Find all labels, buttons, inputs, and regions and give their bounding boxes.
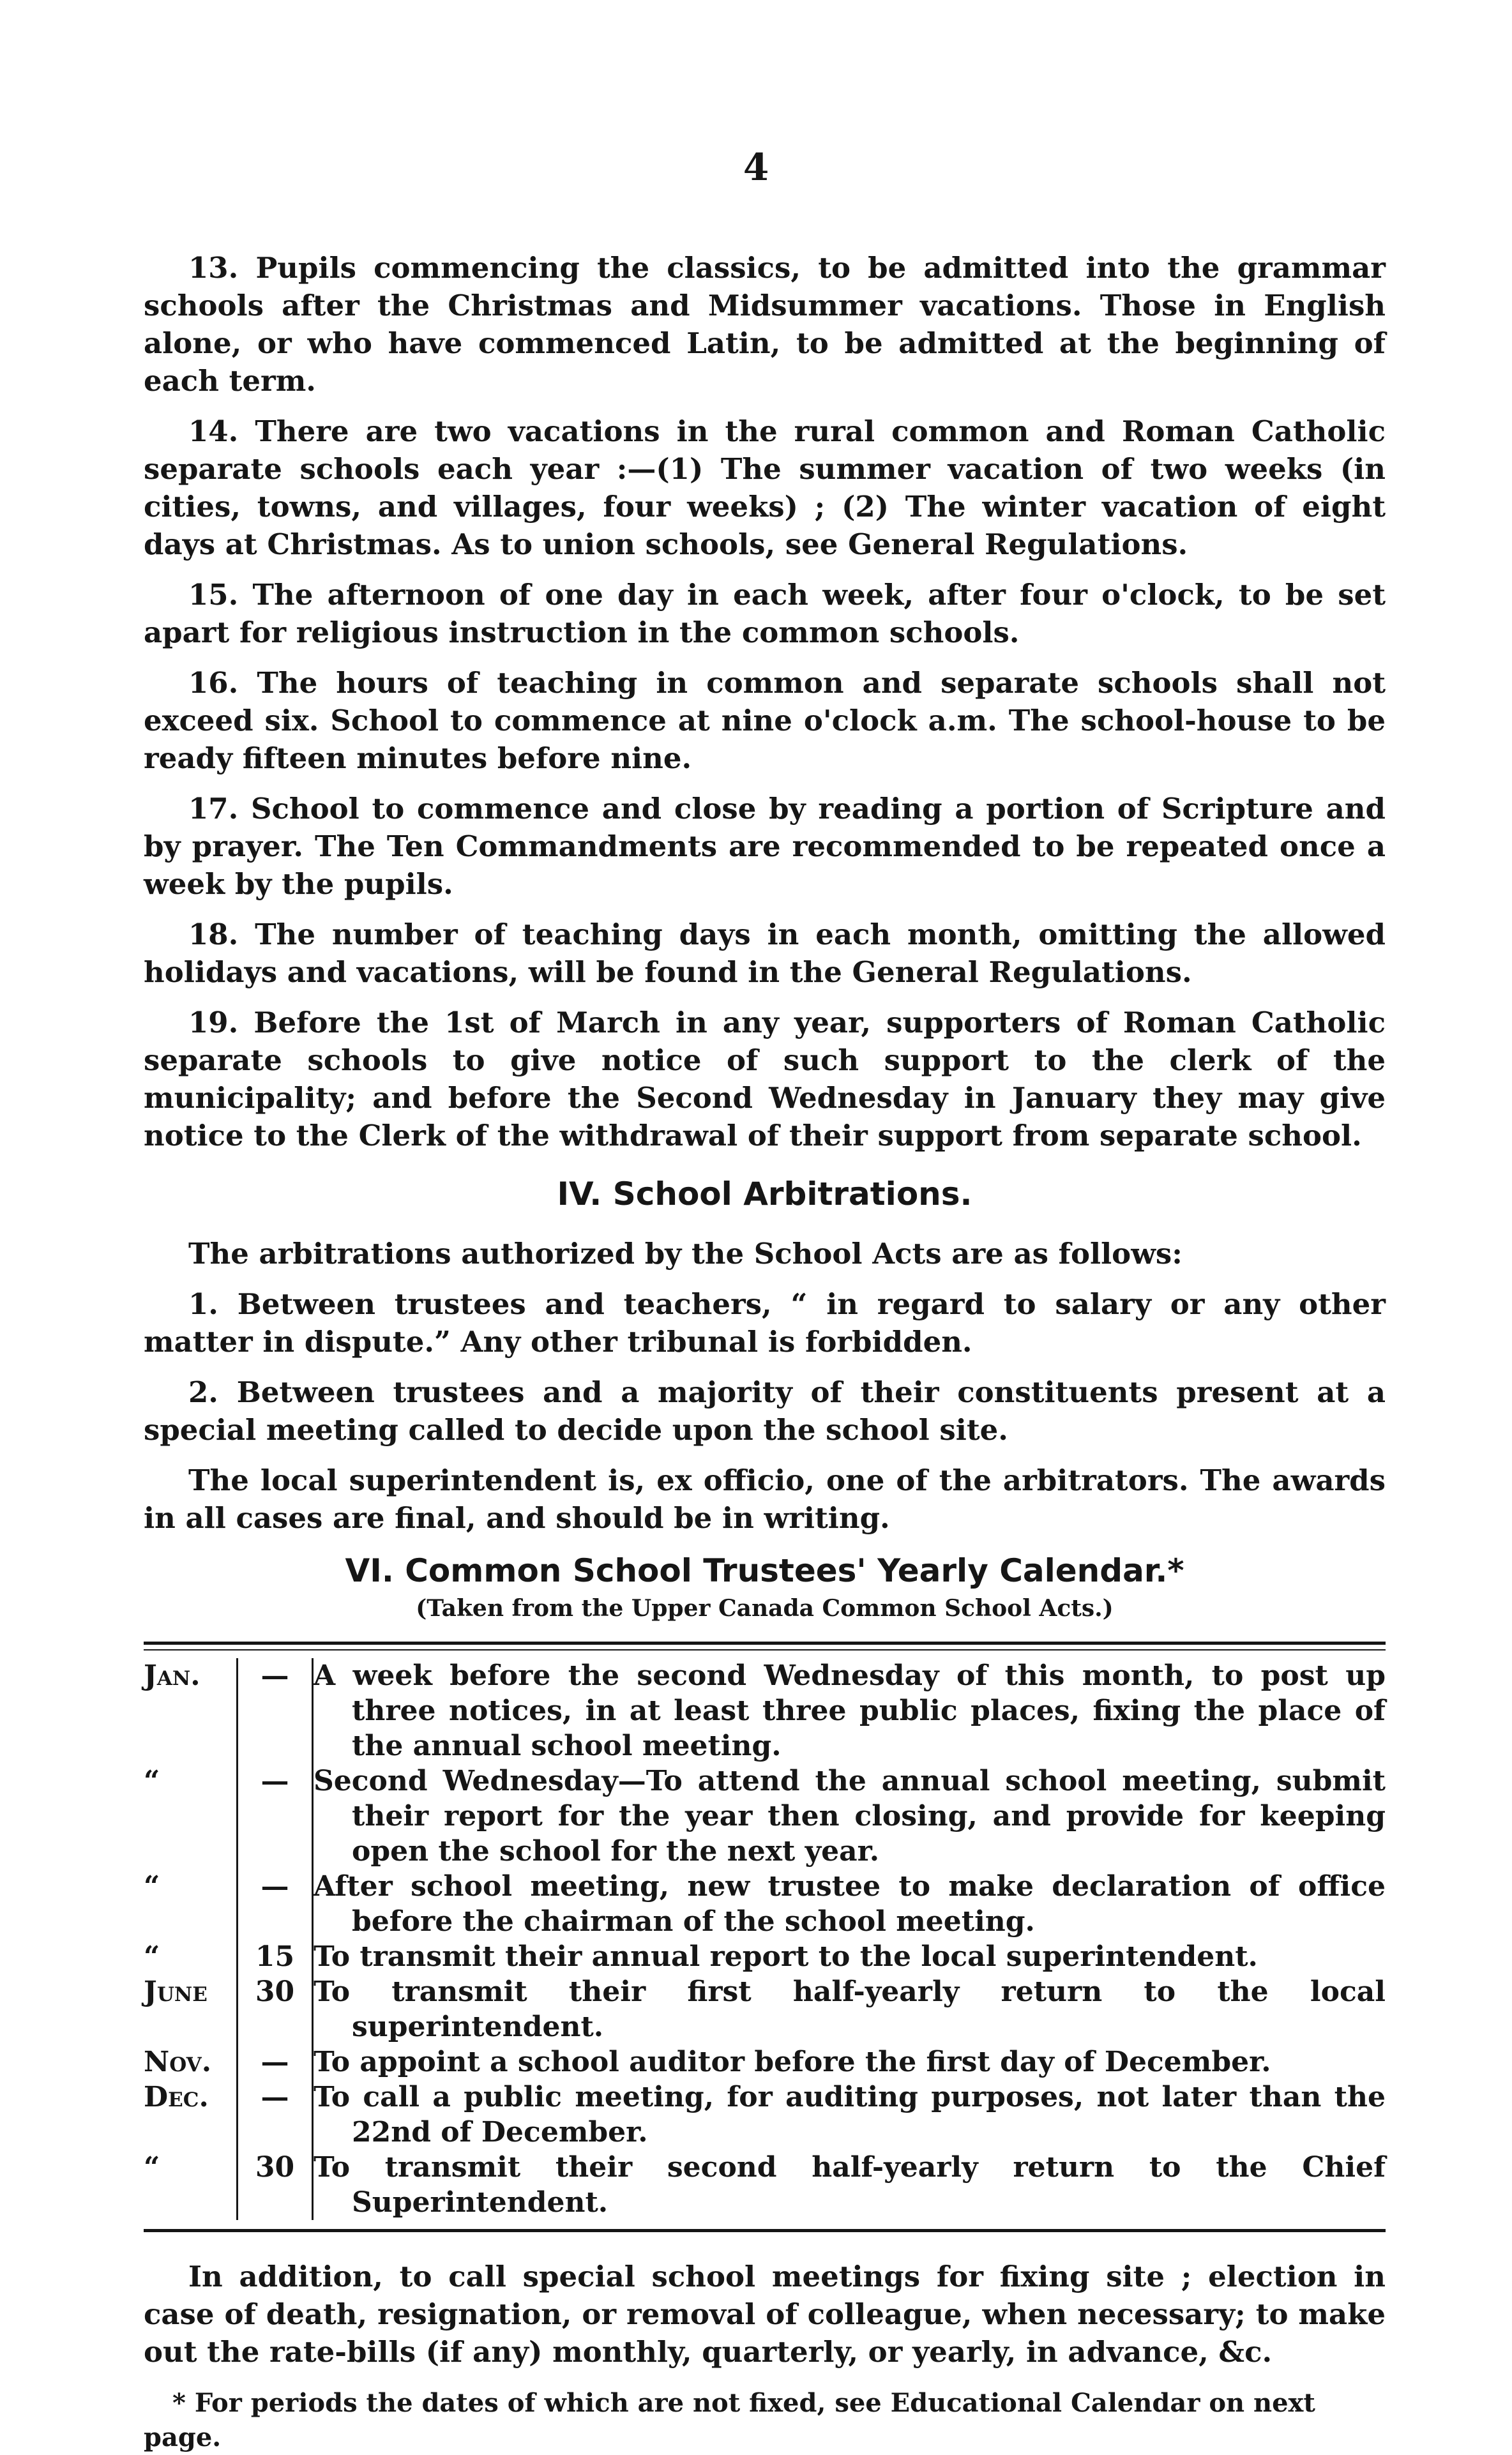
calendar-month: June [144, 1975, 208, 2008]
calendar-row [144, 1869, 1386, 1939]
arbitration-item [144, 1373, 1386, 1449]
calendar-day: — [238, 2080, 313, 2150]
calendar-row [144, 2150, 1386, 2220]
calendar-description [313, 1869, 1386, 1939]
calendar-month: Jan. [144, 1659, 200, 1692]
calendar-description-text: After school meeting, new trustee to make declaration of office before the chairman of the school meeting. [314, 1870, 1386, 1938]
closing-paragraph: In addition, to call special school meetings for fixing site ; election in case of death, resignation, or removal of colleague, when necessary; to make out the rate-bills (if any) monthly, quarterly, or yearly, in advance, &c. [144, 2260, 1386, 2369]
calendar-table [144, 1658, 1386, 2220]
calendar-row [144, 2080, 1386, 2150]
numbered-paragraph [144, 916, 1386, 991]
item-text: Between trustees and teachers, “ in regard to salary or any other matter in dispute.” Any other tribunal is forbidden. [144, 1287, 1386, 1359]
calendar-row [144, 1974, 1386, 2044]
calendar-row [144, 2044, 1386, 2080]
paragraph-text: Pupils commencing the classics, to be admitted into the grammar schools after the Christmas and Midsummer vacations. Those in English alone, or who have commenced Latin, to be admitted at the beginning of each term. [144, 251, 1386, 398]
paragraph-text: There are two vacations in the rural common and Roman Catholic separate schools each year :—(1) The summer vacation of two weeks (in cities, towns, and villages, four weeks) ; (2) The winter vacation of eight days at Christmas. As to union schools, see General Regulations. [144, 414, 1386, 561]
page-number: 4 [743, 146, 769, 189]
paragraph-number: 19. [188, 1006, 239, 1039]
paragraph-number: 16. [188, 666, 239, 700]
item-number: 2. [188, 1375, 218, 1409]
calendar-top-rule [144, 1642, 1386, 1651]
section-iv-intro: The arbitrations authorized by the School Acts are as follows: [188, 1237, 1183, 1271]
paragraph-number: 18. [188, 918, 239, 951]
calendar-description-text: To transmit their first half-yearly return to the local superintendent. [314, 1975, 1386, 2043]
calendar-description-text: Second Wednesday—To attend the annual school meeting, submit their report for the year then closing, and provide for keeping open the school for the next year. [314, 1765, 1386, 1868]
calendar-description-text: To transmit their annual report to the local superintendent. [314, 1940, 1258, 1973]
numbered-paragraph [144, 790, 1386, 903]
calendar-description [313, 1974, 1386, 2044]
calendar-day: — [238, 1869, 313, 1939]
calendar-description [313, 2150, 1386, 2220]
paragraph-text: The number of teaching days in each month, omitting the allowed holidays and vacations, will be found in the General Regulations. [144, 918, 1386, 989]
calendar-row [144, 1658, 1386, 1764]
calendar-month: “ [144, 1870, 160, 1903]
numbered-paragraph [144, 1004, 1386, 1154]
numbered-paragraph [144, 576, 1386, 651]
calendar-description [313, 1764, 1386, 1869]
calendar-bottom-rule [144, 2229, 1386, 2232]
calendar-month: Nov. [144, 2046, 212, 2078]
calendar-day: 30 [238, 1974, 313, 2044]
calendar-description [313, 2044, 1386, 2080]
calendar-description [313, 1658, 1386, 1764]
arbitration-item [144, 1285, 1386, 1361]
footnote: * For periods the dates of which are not fixed, see Educational Calendar on next page. [144, 2388, 1315, 2452]
calendar-title: VI. Common School Trustees' Yearly Calendar.* [345, 1552, 1184, 1589]
paragraph-text: Before the 1st of March in any year, supporters of Roman Catholic separate schools to give notice of such support to the clerk of the municipality; and before the Second Wednesday in January they may give notice to the Clerk of the withdrawal of their support from separate school. [144, 1006, 1386, 1152]
paragraph-text: The hours of teaching in common and separate schools shall not exceed six. School to commence at nine o'clock a.m. The school-house to be ready fifteen minutes before nine. [144, 666, 1386, 775]
paragraph-text: School to commence and close by reading a portion of Scripture and by prayer. The Ten Commandments are recommended to be repeated once a week by the pupils. [144, 792, 1386, 901]
paragraph-text: The afternoon of one day in each week, after four o'clock, to be set apart for religious instruction in the common schools. [144, 578, 1386, 649]
calendar-row [144, 1939, 1386, 1974]
paragraph-number: 14. [188, 414, 239, 448]
calendar-description-text: To call a public meeting, for auditing purposes, not later than the 22nd of December. [314, 2081, 1386, 2149]
arbitration-list [144, 1285, 1386, 1449]
numbered-paragraph [144, 412, 1386, 563]
paragraph-number: 15. [188, 578, 239, 612]
calendar-description [313, 1939, 1386, 1974]
calendar-description-text: To appoint a school auditor before the first day of December. [314, 2046, 1271, 2078]
calendar-description-text: A week before the second Wednesday of this month, to post up three notices, in at least three public places, fixing the place of the annual school meeting. [314, 1659, 1386, 1762]
section-iv-heading: IV. School Arbitrations. [557, 1175, 972, 1212]
calendar-row [144, 1764, 1386, 1869]
calendar-day: — [238, 2044, 313, 2080]
calendar-day: 30 [238, 2150, 313, 2220]
calendar-month: “ [144, 1765, 160, 1797]
calendar-day: — [238, 1658, 313, 1764]
numbered-paragraphs [144, 249, 1386, 1154]
section-iv-closing: The local superintendent is, ex officio, one of the arbitrators. The awards in all cases are final, and should be in writing. [144, 1463, 1386, 1535]
calendar-description-text: To transmit their second half-yearly return to the Chief Superintendent. [314, 2151, 1386, 2219]
paragraph-number: 17. [188, 792, 239, 826]
paragraph-number: 13. [188, 251, 239, 285]
calendar-month: “ [144, 1940, 160, 1973]
main-column [144, 249, 1386, 2455]
calendar-month: Dec. [144, 2081, 209, 2113]
numbered-paragraph [144, 664, 1386, 777]
calendar-day: — [238, 1764, 313, 1869]
item-text: Between trustees and a majority of their constituents present at a special meeting called to decide upon the school site. [144, 1375, 1386, 1447]
calendar-day: 15 [238, 1939, 313, 1974]
numbered-paragraph [144, 249, 1386, 400]
calendar-month: “ [144, 2151, 160, 2184]
calendar-subtitle: (Taken from the Upper Canada Common School Acts.) [416, 1595, 1114, 1622]
calendar-description [313, 2080, 1386, 2150]
item-number: 1. [188, 1287, 218, 1321]
